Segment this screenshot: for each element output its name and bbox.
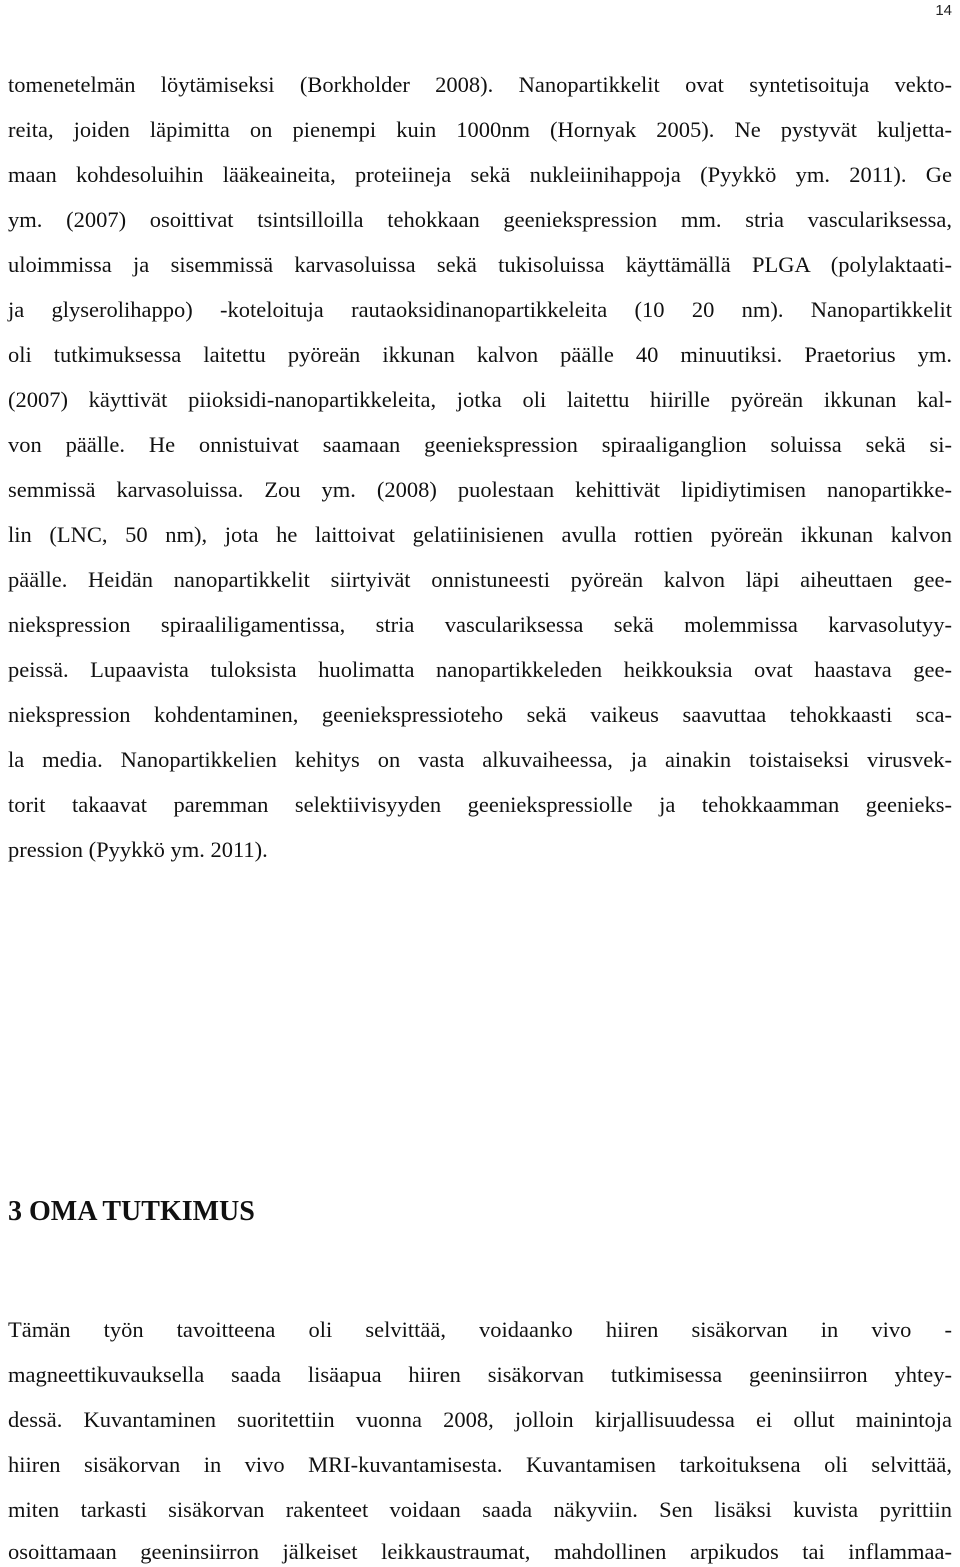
paragraph-line: dessä. Kuvantaminen suoritettiin vuonna 2008, jolloin kirjallisuudessa ei ollut mainintoja — [8, 1407, 952, 1432]
paragraph-line: ym. (2007) osoittivat tsintsilloilla tehokkaan geeniekspression mm. stria vasculariksessa, — [8, 207, 952, 232]
paragraph-line: von päälle. He onnistuivat saamaan geeniekspression spiraaliganglion soluissa sekä si- — [8, 432, 952, 457]
section-heading: 3 OMA TUTKIMUS — [8, 1196, 255, 1227]
paragraph-line: (2007) käyttivät piioksidi-nanopartikkeleita, jotka oli laitettu hiirille pyöreän ikkunan kal- — [8, 387, 952, 412]
paragraph-line: oli tutkimuksessa laitettu pyöreän ikkunan kalvon päälle 40 minuutiksi. Praetorius ym. — [8, 342, 952, 367]
paragraph-line: torit takaavat paremman selektiivisyyden geeniekspressiolle ja tehokkaamman geenieks- — [8, 792, 952, 817]
paragraph-line: peissä. Lupaavista tuloksista huolimatta nanopartikkeleden heikkouksia ovat haastava gee- — [8, 657, 952, 682]
paragraph-line: reita, joiden läpimitta on pienempi kuin 1000nm (Hornyak 2005). Ne pystyvät kuljetta- — [8, 117, 952, 142]
paragraph-line: miten tarkasti sisäkorvan rakenteet voidaan saada näkyviin. Sen lisäksi kuvista pyrittiin — [8, 1497, 952, 1522]
paragraph-line: maan kohdesoluihin lääkeaineita, proteiineja sekä nukleiinihappoja (Pyykkö ym. 2011). Ge — [8, 162, 952, 187]
paragraph-line: Tämän työn tavoitteena oli selvittää, voidaanko hiiren sisäkorvan in vivo - — [8, 1317, 952, 1342]
paragraph-line: uloimmissa ja sisemmissä karvasoluissa sekä tukisoluissa käyttämällä PLGA (polylaktaati- — [8, 252, 952, 277]
paragraph-line: pression (Pyykkö ym. 2011). — [8, 837, 268, 862]
paragraph-line: hiiren sisäkorvan in vivo MRI-kuvantamisesta. Kuvantamisen tarkoituksena oli selvittää, — [8, 1452, 952, 1477]
paragraph-line: päälle. Heidän nanopartikkelit siirtyivät onnistuneesti pyöreän kalvon läpi aiheuttaen gee- — [8, 567, 952, 592]
paragraph-line: magneettikuvauksella saada lisäapua hiiren sisäkorvan tutkimisessa geeninsiirron yhtey- — [8, 1362, 952, 1387]
paragraph-line: osoittamaan geeninsiirron jälkeiset leikkaustraumat, mahdollinen arpikudos tai inflammaa- — [8, 1539, 952, 1564]
paragraph-line: lin (LNC, 50 nm), jota he laittoivat gelatiinisienen avulla rottien pyöreän ikkunan kalvon — [8, 522, 952, 547]
paragraph-line: semmissä karvasoluissa. Zou ym. (2008) puolestaan kehittivät lipidiytimisen nanopartikke- — [8, 477, 952, 502]
paragraph-line: la media. Nanopartikkelien kehitys on vasta alkuvaiheessa, ja ainakin toistaiseksi virusvek- — [8, 747, 952, 772]
page-number: 14 — [935, 2, 952, 19]
paragraph-line: niekspression spiraaliligamentissa, stria vasculariksessa sekä molemmissa karvasolutyy- — [8, 612, 952, 637]
paragraph-line: niekspression kohdentaminen, geeniekspressioteho sekä vaikeus saavuttaa tehokkaasti sca- — [8, 702, 952, 727]
paragraph-line: tomenetelmän löytämiseksi (Borkholder 2008). Nanopartikkelit ovat syntetisoituja vekto- — [8, 72, 952, 97]
paragraph-line: ja glyserolihappo) -koteloituja rautaoksidinanopartikkeleita (10 20 nm). Nanopartikkelit — [8, 297, 952, 322]
